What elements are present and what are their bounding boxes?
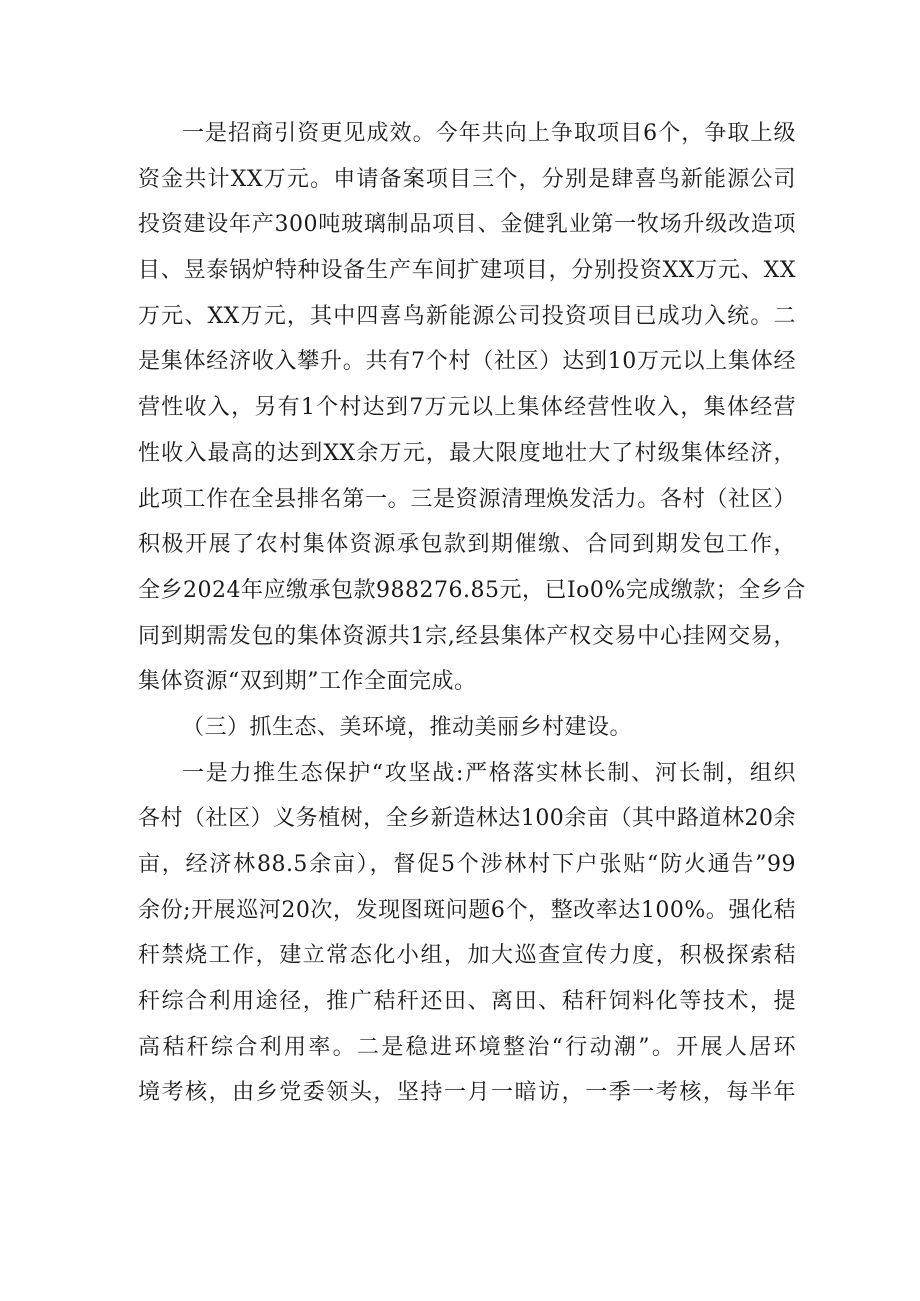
paragraph-1-line-5: 万元、XX万元，其中四喜鸟新能源公司投资项目已成功入统。二 — [138, 303, 796, 329]
paragraph-2-line-6: 秆综合利用途径，推广秸秆还田、离田、秸秆饲料化等技术，提 — [138, 989, 796, 1015]
paragraph-2-line-4: 余份;开展巡河20次，发现图斑问题6个，整改率达100%。强化秸 — [138, 897, 796, 923]
paragraph-1-line-2: 资金共计XX万元。申请备案项目三个，分别是肆喜鸟新能源公司 — [138, 166, 796, 192]
paragraph-1-line-6: 是集体经济收入攀升。共有7个村（社区）达到10万元以上集体经 — [138, 349, 796, 375]
paragraph-1-line-10: 积极开展了农村集体资源承包款到期催缴、合同到期发包工作， — [138, 532, 796, 558]
paragraph-1-line-13: 集体资源“双到期”工作全面完成。 — [138, 669, 477, 695]
paragraph-2-line-7: 高秸秆综合利用率。二是稳进环境整治“行动潮”。开展人居环 — [138, 1034, 796, 1060]
paragraph-2-line-3: 亩，经济林88.5余亩），督促5个涉林村下户张贴“防火通告”99 — [138, 852, 796, 877]
paragraph-1-line-3: 投资建设年产300吨玻璃制品项目、金健乳业第一牧场升级改造项 — [138, 212, 796, 238]
section-heading: （三）抓生态、美环境，推动美丽乡村建设。 — [182, 714, 633, 740]
paragraph-1-line-8: 性收入最高的达到XX余万元，最大限度地壮大了村级集体经济， — [138, 440, 796, 466]
paragraph-2-line-8: 境考核，由乡党委领头，坚持一月一暗访，一季一考核，每半年 — [138, 1080, 796, 1106]
paragraph-1-line-12: 同到期需发包的集体资源共1宗,经县集体产权交易中心挂网交易， — [138, 623, 796, 649]
paragraph-1-line-9: 此项工作在全县排名第一。三是资源清理焕发活力。各村（社区） — [138, 486, 796, 512]
document-body — [138, 111, 806, 1116]
paragraph-2-line-2: 各村（社区）义务植树，全乡新造林达100余亩（其中路道林20余 — [138, 806, 796, 832]
paragraph-1-line-7: 营性收入，另有1个村达到7万元以上集体经营性收入，集体经营 — [138, 395, 796, 421]
paragraph-1-line-1: 一是招商引资更见成效。今年共向上争取项目6个，争取上级 — [182, 121, 796, 146]
paragraph-2-line-1: 一是力推生态保护“攻坚战:严格落实林长制、河长制，组织 — [182, 760, 796, 786]
paragraph-2-line-5: 秆禁烧工作，建立常态化小组，加大巡查宣传力度，积极探索秸 — [138, 943, 796, 969]
paragraph-1-line-4: 目、昱泰锅炉特种设备生产车间扩建项目，分别投资XX万元、XX — [138, 258, 796, 284]
paragraph-1-line-11: 全乡2024年应缴承包款988276.85元，已Io0%完成缴款；全乡合 — [138, 577, 806, 603]
